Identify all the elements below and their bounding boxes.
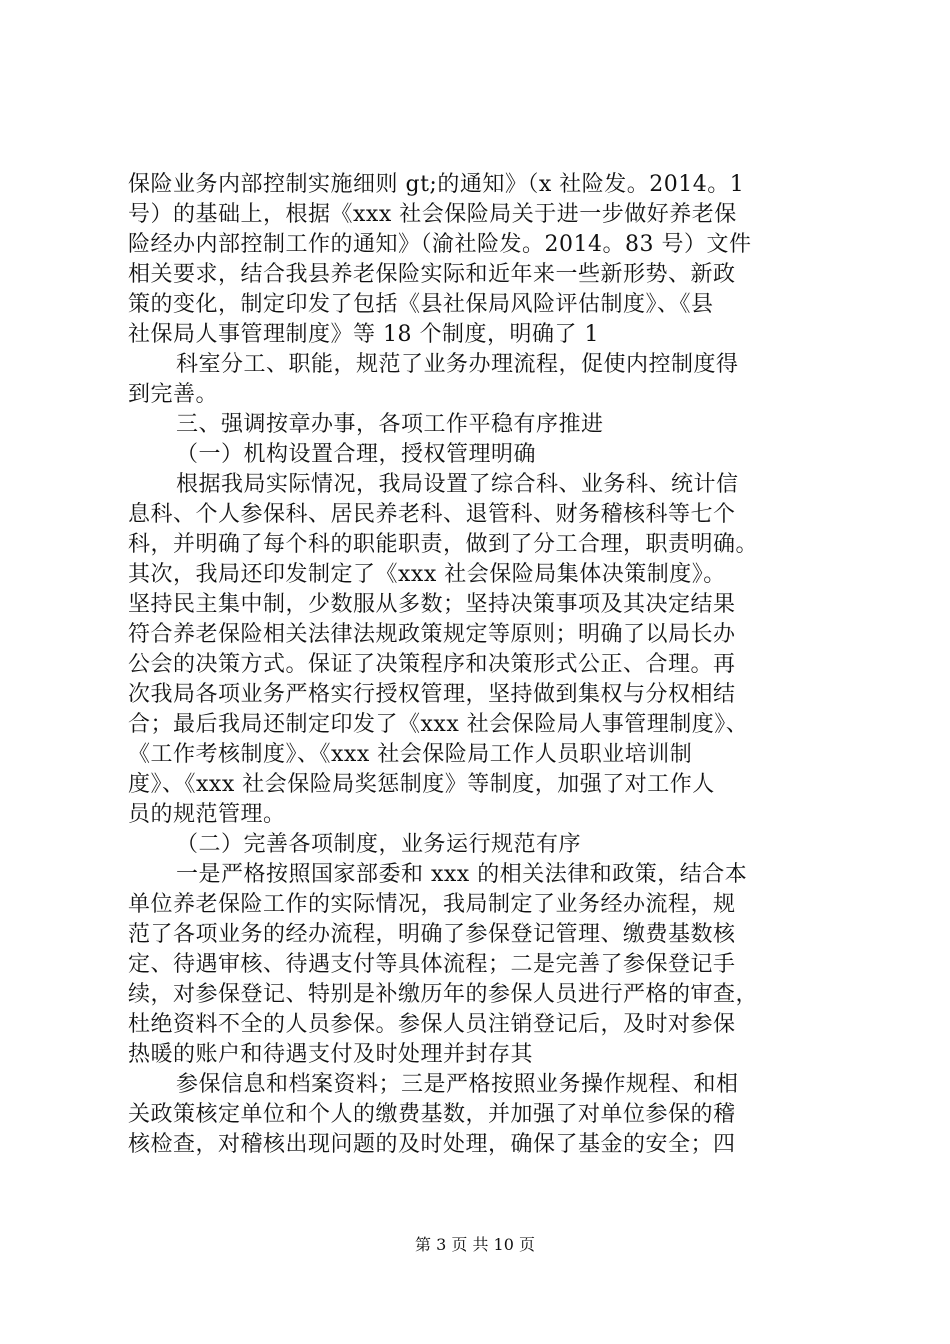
text-line: （一）机构设置合理，授权管理明确 [176, 442, 537, 467]
text-line: 坚持民主集中制，少数服从多数；坚持决策事项及其决定结果 [128, 592, 736, 617]
text-line: 热暖的账户和待遇支付及时处理并封存其 [128, 1042, 534, 1067]
text-line: 其次，我局还印发制定了《xxx 社会保险局集体决策制度》。 [128, 562, 726, 587]
text-line: 《工作考核制度》、《xxx 社会保险局工作人员职业培训制 [128, 742, 693, 767]
text-line: 单位养老保险工作的实际情况，我局制定了业务经办流程，规 [128, 892, 736, 917]
text-line: 三、强调按章办事，各项工作平稳有序推进 [176, 412, 604, 437]
text-line: 社保局人事管理制度》等 18 个制度，明确了 1 [128, 322, 599, 347]
text-line: 度》、《xxx 社会保险局奖惩制度》等制度，加强了对工作人 [128, 772, 715, 797]
text-line: 参保信息和档案资料；三是严格按照业务操作规程、和相 [176, 1072, 739, 1097]
text-line: 根据我局实际情况，我局设置了综合科、业务科、统计信 [176, 472, 739, 497]
text-line: 策的变化，制定印发了包括《县社保局风险评估制度》、《县 [128, 292, 714, 317]
text-line: 科，并明确了每个科的职能职责，做到了分工合理，职责明确。 [128, 532, 759, 557]
text-line: 员的规范管理。 [128, 802, 286, 827]
text-line: 定、待遇审核、待遇支付等具体流程；二是完善了参保登记手 [128, 952, 736, 977]
text-line: 科室分工、职能，规范了业务办理流程，促使内控制度得 [176, 352, 739, 377]
text-line: 关政策核定单位和个人的缴费基数，并加强了对单位参保的稽 [128, 1102, 736, 1127]
text-line: 一是严格按照国家部委和 xxx 的相关法律和政策，结合本 [176, 862, 748, 887]
text-line: 息科、个人参保科、居民养老科、退管科、财务稽核科等七个 [128, 502, 736, 527]
text-line: 杜绝资料不全的人员参保。参保人员注销登记后，及时对参保 [128, 1012, 736, 1037]
text-line: 合；最后我局还制定印发了《xxx 社会保险局人事管理制度》、 [128, 712, 749, 737]
text-line: 范了各项业务的经办流程，明确了参保登记管理、缴费基数核 [128, 922, 736, 947]
page-footer: 第 3 页 共 10 页 [415, 1235, 535, 1254]
text-line: 到完善。 [128, 382, 219, 407]
text-line: 保险业务内部控制实施细则 gt;的通知》（x 社险发。2014。1 [128, 172, 745, 197]
text-line: 核检查，对稽核出现问题的及时处理，确保了基金的安全；四 [128, 1132, 736, 1157]
text-line: 公会的决策方式。保证了决策程序和决策形式公正、合理。再 [128, 652, 736, 677]
document-body [128, 170, 828, 1160]
text-line: （二）完善各项制度，业务运行规范有序 [176, 832, 582, 857]
text-line: 续，对参保登记、特别是补缴历年的参保人员进行严格的审查， [128, 982, 759, 1007]
text-line: 险经办内部控制工作的通知》（渝社险发。2014。83 号）文件 [128, 232, 752, 257]
text-line: 号）的基础上，根据《xxx 社会保险局关于进一步做好养老保 [128, 202, 737, 227]
text-line: 符合养老保险相关法律法规政策规定等原则；明确了以局长办 [128, 622, 736, 647]
text-line: 相关要求，结合我县养老保险实际和近年来一些新形势、新政 [128, 262, 736, 287]
text-line: 次我局各项业务严格实行授权管理，坚持做到集权与分权相结 [128, 682, 736, 707]
